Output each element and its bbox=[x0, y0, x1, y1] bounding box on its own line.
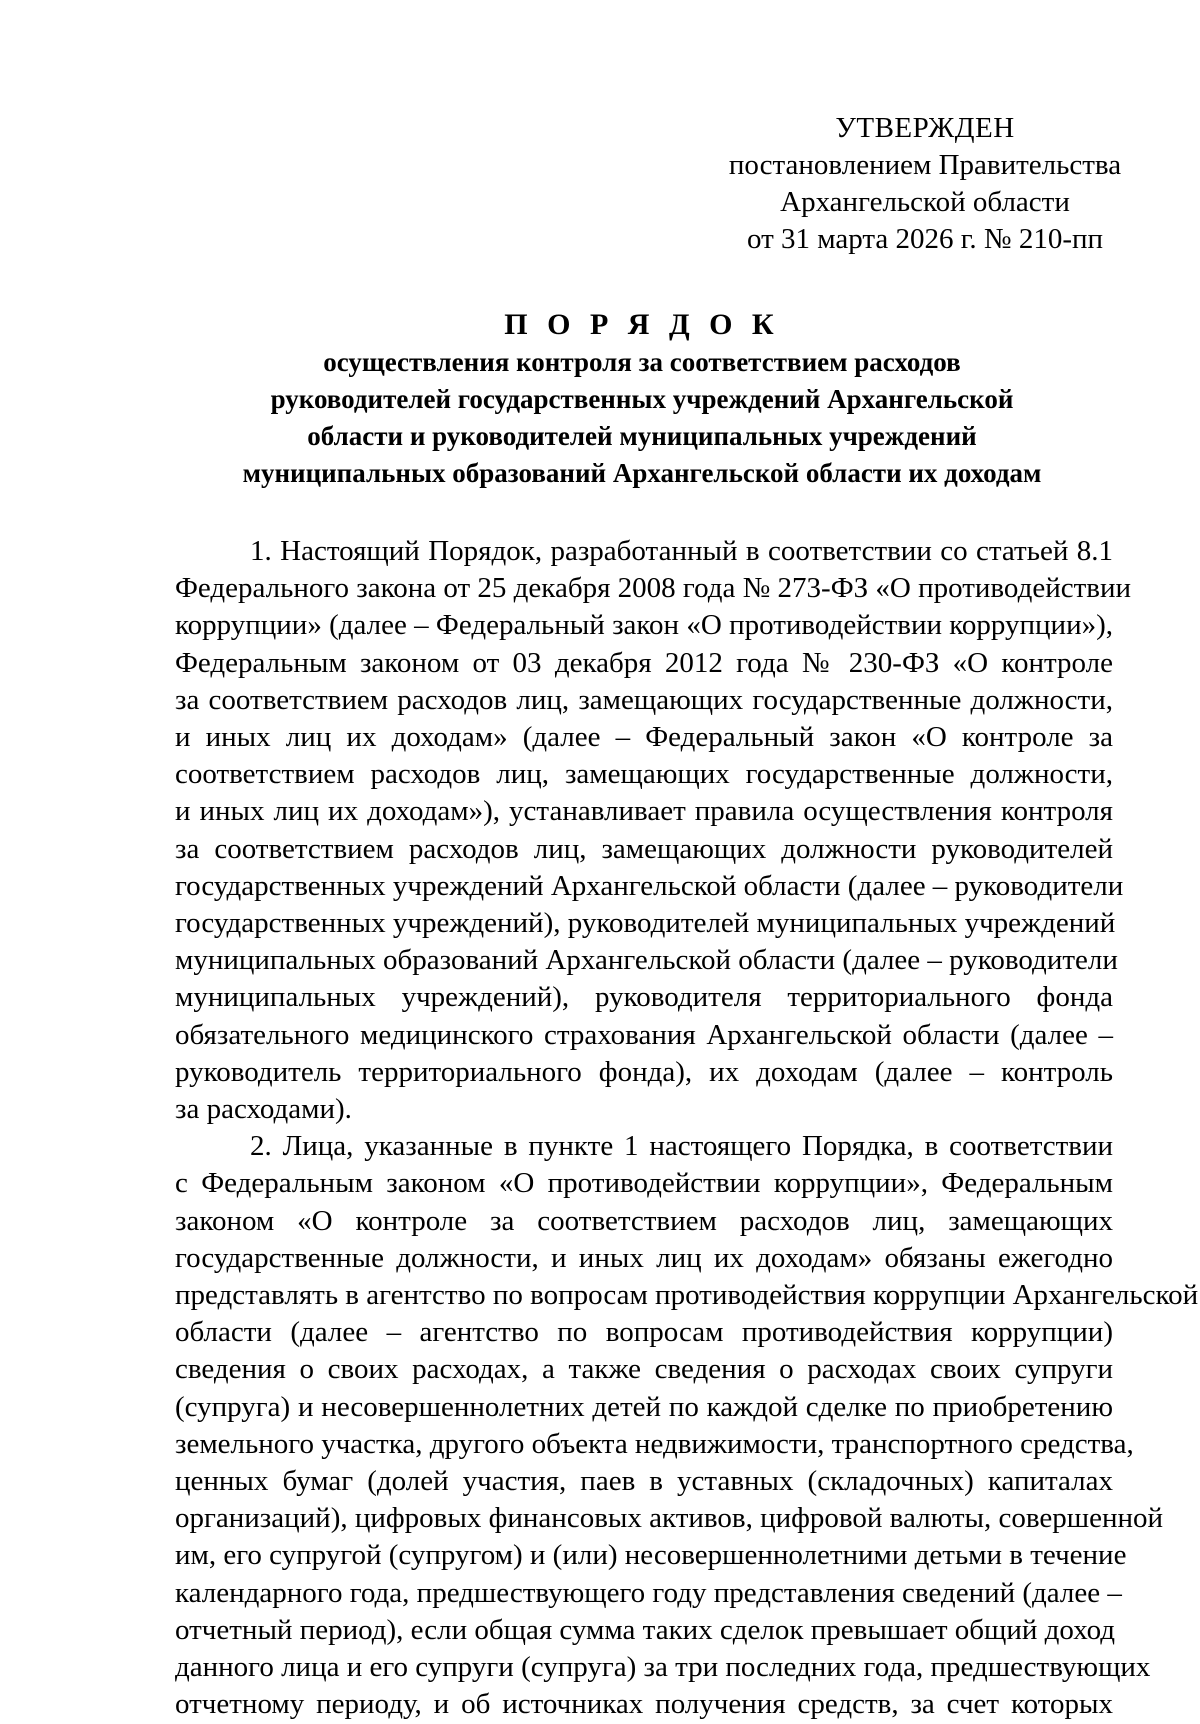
paragraph-line: Федеральным законом от 03 декабря 2012 года № 230-ФЗ «О контроле bbox=[175, 646, 1113, 679]
paragraph bbox=[175, 1128, 1199, 1723]
paragraph-line: календарного года, предшествующего году представления сведений (далее – bbox=[175, 1576, 1122, 1609]
paragraph-line: Федерального закона от 25 декабря 2008 года № 273-ФЗ «О противодействии bbox=[175, 572, 1131, 605]
paragraph-line: руководитель территориального фонда), их доходам (далее – контроль bbox=[175, 1055, 1113, 1088]
paragraph-line: земельного участка, другого объекта недвижимости, транспортного средства, bbox=[175, 1427, 1134, 1460]
paragraph-line: и иных лиц их доходам»), устанавливает правила осуществления контроля bbox=[175, 795, 1113, 828]
paragraph bbox=[175, 533, 1131, 1128]
paragraph-line: отчетный период), если общая сумма таких сделок превышает общий доход bbox=[175, 1613, 1116, 1646]
paragraph-line: отчетному периоду, и об источниках получения средств, за счет которых bbox=[175, 1688, 1113, 1721]
document-title bbox=[170, 306, 1114, 492]
paragraph-line: организаций), цифровых финансовых активов, цифровой валюты, совершенной bbox=[175, 1502, 1164, 1535]
paragraph-line: муниципальных учреждений), руководителя территориального фонда bbox=[175, 981, 1113, 1014]
paragraph-line: государственных учреждений), руководителей муниципальных учреждений bbox=[175, 907, 1116, 940]
paragraph-line: муниципальных образований Архангельской области (далее – руководители bbox=[175, 944, 1118, 977]
paragraph-line: области (далее – агентство по вопросам противодействия коррупции) bbox=[175, 1316, 1113, 1349]
paragraph-line: обязательного медицинского страхования Архангельской области (далее – bbox=[175, 1018, 1113, 1051]
paragraph-line: им, его супругой (супругом) и (или) несовершеннолетними детьми в течение bbox=[175, 1539, 1127, 1572]
subtitle-line: области и руководителей муниципальных учреждений bbox=[307, 421, 977, 451]
paragraph-line: 1. Настоящий Порядок, разработанный в соответствии со статьей 8.1 bbox=[250, 535, 1113, 567]
approval-line: Архангельской области bbox=[780, 186, 1070, 218]
paragraph-line: представлять в агентство по вопросам противодействия коррупции Архангельской bbox=[175, 1279, 1199, 1312]
paragraph-line: соответствием расходов лиц, замещающих государственные должности, bbox=[175, 758, 1113, 791]
paragraph-line: государственных учреждений Архангельской области (далее – руководители bbox=[175, 869, 1124, 902]
subtitle-line: муниципальных образований Архангельской области их доходам bbox=[242, 458, 1042, 488]
paragraph-line: 2. Лица, указанные в пункте 1 настоящего Порядка, в соответствии bbox=[250, 1130, 1113, 1163]
paragraph-line: коррупции» (далее – Федеральный закон «О противодействии коррупции»), bbox=[175, 609, 1113, 642]
approval-line: от 31 марта 2026 г. № 210-пп bbox=[746, 223, 1104, 255]
paragraph-line: и иных лиц их доходам» (далее – Федеральный закон «О контроле за bbox=[175, 721, 1113, 754]
approval-stamp bbox=[690, 110, 1160, 258]
title-word: П О Р Я Д О К bbox=[504, 308, 780, 341]
document-body bbox=[175, 533, 1199, 1724]
subtitle-line: осуществления контроля за соответствием расходов bbox=[323, 347, 961, 377]
paragraph-line: за расходами). bbox=[175, 1093, 352, 1126]
paragraph-line: за соответствием расходов лиц, замещающих государственные должности, bbox=[175, 683, 1113, 716]
paragraph-line: с Федеральным законом «О противодействии коррупции», Федеральным bbox=[175, 1167, 1113, 1200]
approval-heading: УТВЕРЖДЕН bbox=[835, 112, 1015, 144]
subtitle-line: руководителей государственных учреждений Архангельской bbox=[270, 384, 1014, 414]
paragraph-line: государственные должности, и иных лиц их доходам» обязаны ежегодно bbox=[175, 1241, 1113, 1274]
paragraph-line: (супруга) и несовершеннолетних детей по каждой сделке по приобретению bbox=[175, 1390, 1113, 1423]
paragraph-line: сведения о своих расходах, а также сведения о расходах своих супруги bbox=[175, 1353, 1113, 1386]
paragraph-line: законом «О контроле за соответствием расходов лиц, замещающих bbox=[175, 1204, 1113, 1237]
paragraph-line: ценных бумаг (долей участия, паев в уставных (складочных) капиталах bbox=[175, 1465, 1113, 1498]
paragraph-line: за соответствием расходов лиц, замещающих должности руководителей bbox=[175, 832, 1113, 865]
paragraph-line: данного лица и его супруги (супруга) за три последних года, предшествующих bbox=[175, 1651, 1151, 1684]
approval-line: постановлением Правительства bbox=[728, 149, 1122, 181]
